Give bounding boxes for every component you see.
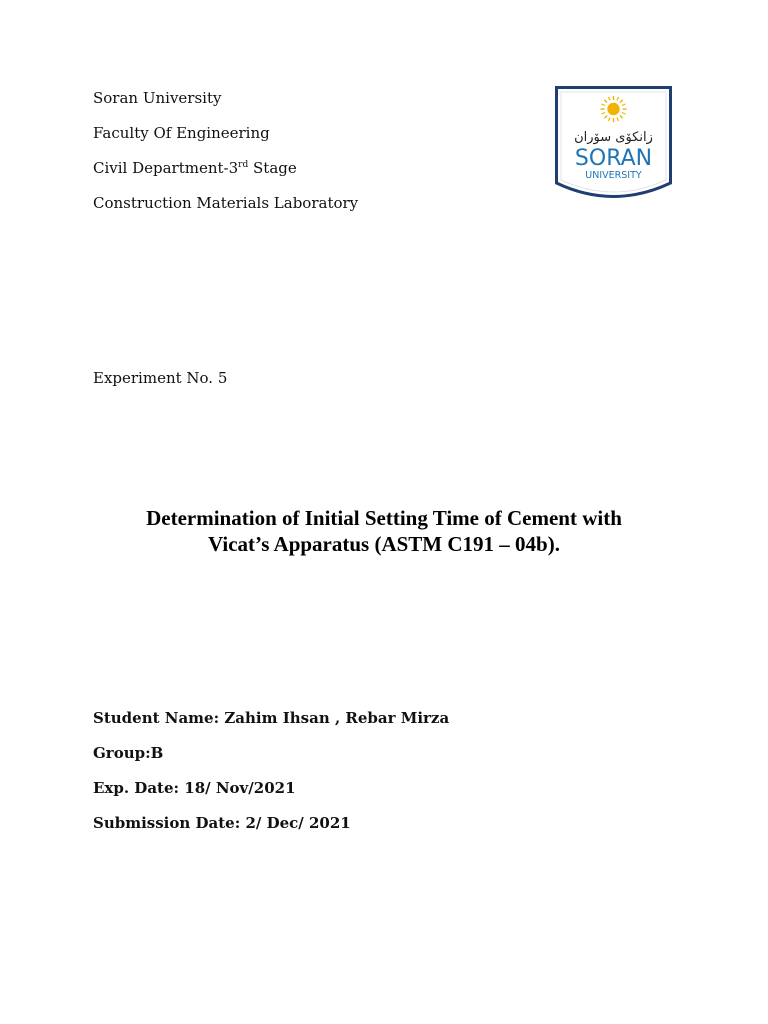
report-title bbox=[0, 505, 768, 557]
logo-kurdish-name: زانكۆی سۆران bbox=[574, 130, 653, 145]
group: Group:B bbox=[93, 744, 164, 762]
department-prefix: Civil Department-3 bbox=[93, 159, 239, 177]
sun-icon bbox=[601, 96, 627, 122]
submission-date: Submission Date: 2/ Dec/ 2021 bbox=[93, 814, 351, 832]
report-title-line-2: Vicat’s Apparatus (ASTM C191 – 04b). bbox=[208, 532, 560, 556]
soran-university-logo bbox=[555, 86, 672, 212]
department-name bbox=[93, 158, 297, 178]
logo-name-soran: SORAN bbox=[574, 146, 653, 171]
soran-university-logo-graphic bbox=[555, 86, 672, 212]
experiment-number: Experiment No. 5 bbox=[93, 369, 228, 387]
report-title-line-1: Determination of Initial Setting Time of Cement with bbox=[146, 506, 622, 530]
logo-name-university: UNIVERSITY bbox=[585, 170, 642, 181]
university-name: Soran University bbox=[93, 89, 222, 107]
department-suffix: Stage bbox=[248, 159, 297, 177]
faculty-name: Faculty Of Engineering bbox=[93, 124, 270, 142]
experiment-date: Exp. Date: 18/ Nov/2021 bbox=[93, 779, 296, 797]
student-name: Student Name: Zahim Ihsan , Rebar Mirza bbox=[93, 709, 450, 727]
laboratory-name: Construction Materials Laboratory bbox=[93, 194, 359, 212]
department-superscript: rd bbox=[238, 160, 249, 170]
